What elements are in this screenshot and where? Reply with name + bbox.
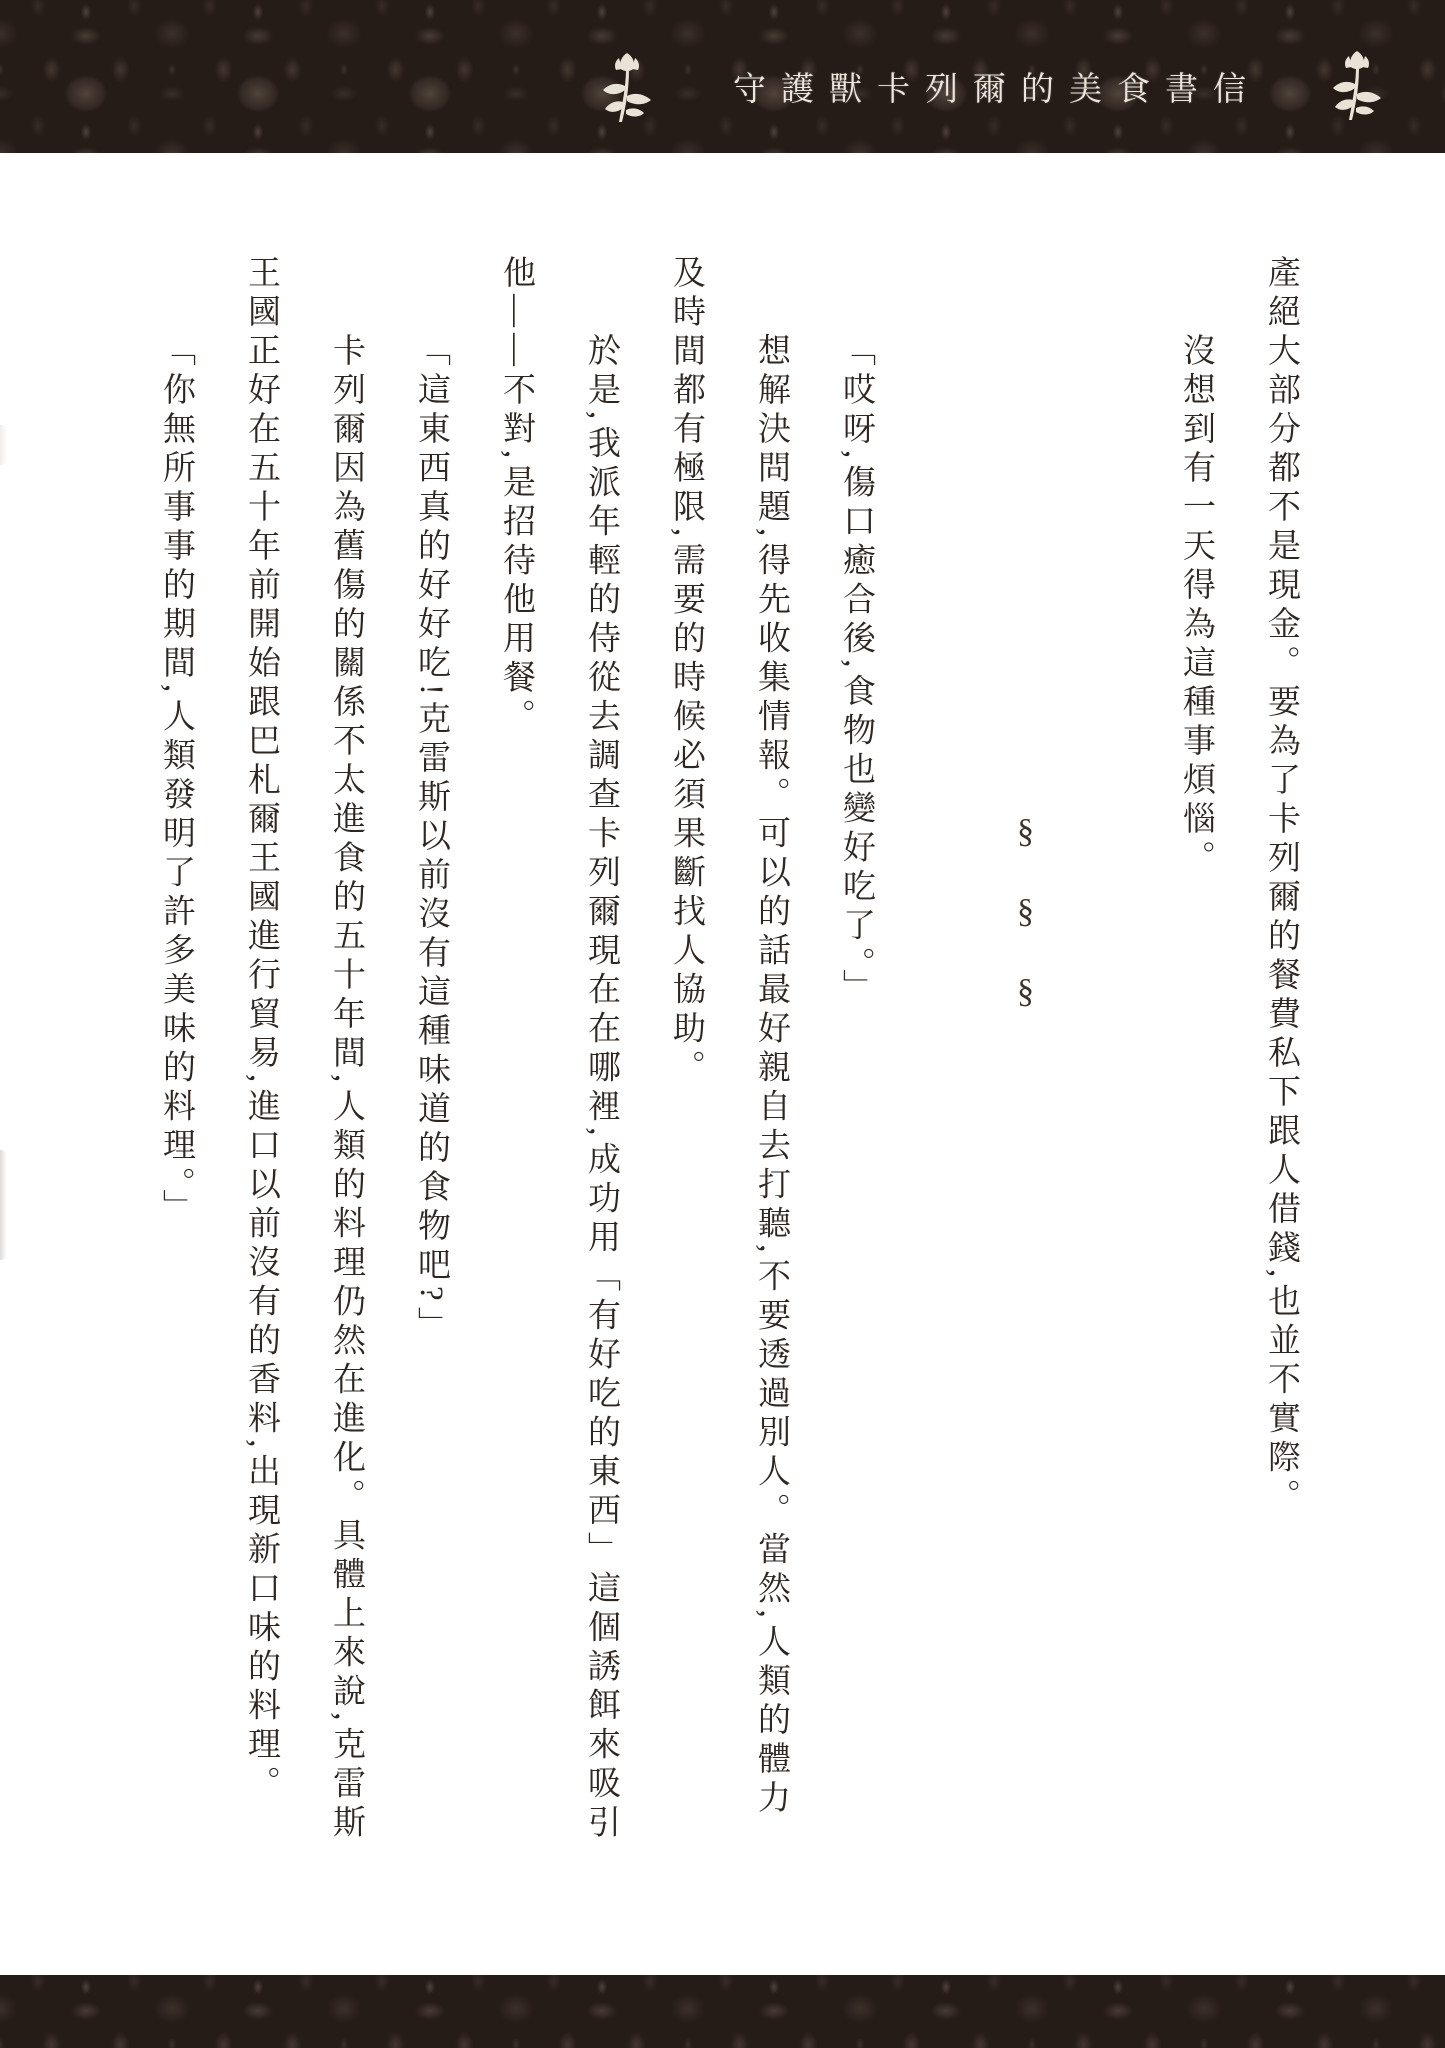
text-column: 「這東西真的好好吃!克雷斯以前沒有這種味道的食物吧?」 bbox=[413, 333, 449, 1346]
section-break-marks: §§§ bbox=[1007, 813, 1044, 1053]
footer-damask-band bbox=[0, 1975, 1445, 2048]
text-column: 「你無所事事的期間,人類發明了許多美味的料理。」 bbox=[158, 333, 194, 1228]
flower-sprig-icon bbox=[601, 52, 653, 124]
text-column: 及時間都有極限,需要的時候必須果斷找人協助。 bbox=[668, 255, 704, 1089]
flower-sprig-icon bbox=[1331, 50, 1383, 122]
text-column: 王國正好在五十年前開始跟巴札爾王國進行貿易,進口以前沒有的香料,出現新口味的料理。 bbox=[243, 255, 279, 1805]
scan-artifact bbox=[0, 425, 7, 465]
chapter-title: 守護獸卡列爾的美食書信 bbox=[733, 72, 1261, 108]
scan-artifact bbox=[0, 1150, 7, 1260]
text-column: 想解決問題,得先收集情報。可以的話最好親自去打聽,不要透過別人。當然,人類的體力 bbox=[753, 333, 789, 1819]
text-column: 產絕大部分都不是現金。要為了卡列爾的餐費私下跟人借錢,也並不實際。 bbox=[1263, 255, 1299, 1518]
text-column: 他——不對,是招待他用餐。 bbox=[498, 255, 534, 738]
text-column: 於是,我派年輕的侍從去調查卡列爾現在在哪裡,成功用「有好吃的東西」這個誘餌來吸引 bbox=[583, 333, 619, 1844]
text-column: 沒想到有一天得為這種事煩惱。 bbox=[1178, 333, 1214, 879]
text-column: 卡列爾因為舊傷的關係不太進食的五十年間,人類的料理仍然在進化。具體上來說,克雷斯 bbox=[328, 333, 364, 1844]
text-column: 「哎呀,傷口癒合後,食物也變好吃了。」 bbox=[838, 333, 874, 1008]
header-damask-band bbox=[0, 0, 1445, 153]
